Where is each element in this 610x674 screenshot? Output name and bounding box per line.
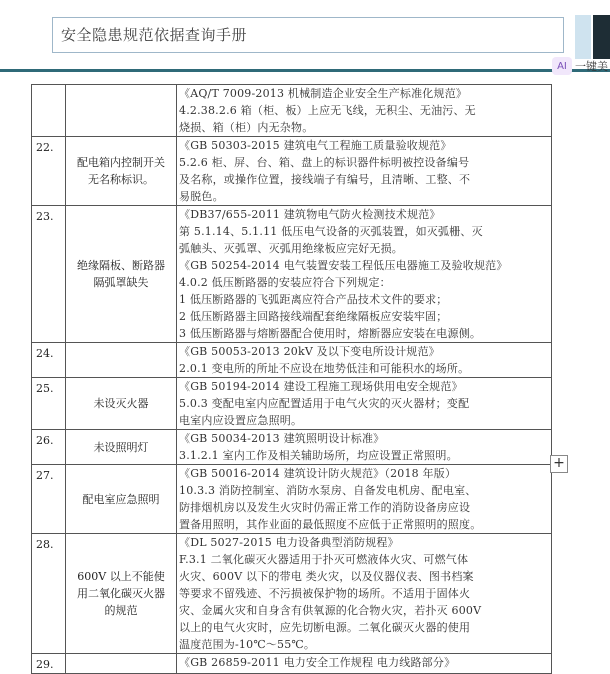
regulation-line: 4.0.2 低压断路器的安装应符合下列规定： bbox=[179, 276, 391, 289]
regulation-line: 《AQ/T 7009-2013 机械制造企业安全生产标准化规范》 bbox=[179, 87, 468, 100]
row-number bbox=[32, 378, 66, 430]
regulation-line: 温度范围为-10℃～55℃。 bbox=[179, 638, 316, 651]
row-number bbox=[32, 206, 66, 343]
table-row bbox=[32, 85, 552, 137]
row-number bbox=[32, 430, 66, 465]
regulation-line: 2 低压断路器主回路接线端配套绝缘隔板应安装牢固； bbox=[179, 310, 448, 323]
row-number bbox=[32, 465, 66, 534]
row-number bbox=[32, 137, 66, 206]
regulation-line: 灾、金属火灾和自身含有供氧源的化合物火灾，若扑灭 600V bbox=[179, 604, 482, 617]
ai-beautify-button[interactable]: 一键美 bbox=[575, 60, 608, 73]
regulation-line: 5.2.6 柜、屏、台、箱、盘上的标识器件标明被控设备编号 bbox=[179, 156, 470, 169]
row-number-text: 26. bbox=[36, 434, 54, 447]
row-number bbox=[32, 654, 66, 674]
regulation-line: 2.0.1 变电所的所址不应设在地势低洼和可能积水的场所。 bbox=[179, 362, 470, 375]
row-number-text: 23. bbox=[36, 210, 54, 223]
table-row bbox=[32, 534, 552, 654]
ai-icon[interactable]: AI bbox=[552, 57, 572, 75]
row-number-text: 24. bbox=[36, 347, 54, 360]
regulation-text bbox=[177, 465, 552, 534]
row-number-text: 27. bbox=[36, 469, 54, 482]
app-header bbox=[0, 0, 610, 70]
regulation-line: 等要求不留残迹、不污损被保护物的场所。不适用于固体火 bbox=[179, 587, 471, 600]
regulation-line: 4.2.38.2.6 箱（柜、板）上应无飞线，无积尘、无油污、无 bbox=[179, 104, 476, 117]
document-title-box bbox=[52, 17, 564, 53]
table-row bbox=[32, 430, 552, 465]
regulation-line: 置备用照明，其作业面的最低照度不应低于正常照明的照度。 bbox=[179, 518, 482, 531]
regulation-line: 火灾、600V 以下的带电 类火灾，以及仪器仪表、图书档案 bbox=[179, 570, 474, 583]
regulation-line: 《DB37/655-2011 建筑物电气防火检测技术规范》 bbox=[179, 208, 441, 221]
regulation-line: 《GB 50194-2014 建设工程施工现场供用电安全规范》 bbox=[179, 380, 463, 393]
document-title: 安全隐患规范依据查询手册 bbox=[61, 26, 248, 44]
regulation-line: 易脱色。 bbox=[179, 190, 224, 203]
regulation-text bbox=[177, 534, 552, 654]
regulation-text bbox=[177, 343, 552, 378]
add-icon[interactable]: + bbox=[550, 455, 568, 473]
regulation-line: 《GB 50034-2013 建筑照明设计标准》 bbox=[179, 432, 385, 445]
regulation-table bbox=[31, 84, 552, 674]
regulation-line: 第 5.1.14、5.1.11 低压电气设备的灭弧装置，如灭弧栅、灭 bbox=[179, 225, 483, 238]
regulation-line: 3.1.2.1 室内工作及相关辅助场所，均应设置正常照明。 bbox=[179, 449, 458, 462]
regulation-line: 以上的电气火灾时，应先切断电源。二氧化碳灭火器的使用 bbox=[179, 621, 471, 634]
regulation-line: 《GB 50053-2013 20kV 及以下变电所设计规范》 bbox=[179, 345, 440, 358]
regulation-line: 3 低压断路器与熔断器配合使用时，熔断器应安装在电源侧。 bbox=[179, 327, 482, 340]
regulation-line: 《GB 50016-2014 建筑设计防火规范》（2018 年版） bbox=[179, 467, 457, 480]
hazard-name bbox=[66, 343, 177, 378]
header-divider bbox=[0, 69, 610, 72]
regulation-text bbox=[177, 430, 552, 465]
row-number-text: 25. bbox=[36, 382, 54, 395]
hazard-name: 绝缘隔板、断路器隔弧罩缺失 bbox=[66, 206, 177, 343]
table-row bbox=[32, 343, 552, 378]
regulation-text bbox=[177, 654, 552, 674]
regulation-line: 及名称，或操作位置，接线端子有编号，且清晰、工整、不 bbox=[179, 173, 471, 186]
regulation-text bbox=[177, 85, 552, 137]
table-row bbox=[32, 654, 552, 674]
table-row bbox=[32, 206, 552, 343]
regulation-text bbox=[177, 137, 552, 206]
regulation-text bbox=[177, 378, 552, 430]
side-panel-edge bbox=[575, 15, 591, 59]
dark-panel-edge bbox=[593, 15, 610, 59]
regulation-line: 5.0.3 变配电室内应配置适用于电气火灾的灭火器材；变配 bbox=[179, 397, 470, 410]
regulation-line: 电室内应设置应急照明。 bbox=[179, 414, 303, 427]
regulation-line: 烧损、箱（柜）内无杂物。 bbox=[179, 121, 314, 134]
row-number bbox=[32, 343, 66, 378]
regulation-line: F.3.1 二氧化碳灭火器适用于扑灭可燃液体火灾、可燃气体 bbox=[179, 553, 469, 566]
regulation-line: 弧触头、灭弧罩、灭弧用绝缘板应完好无损。 bbox=[179, 242, 403, 255]
hazard-name bbox=[66, 654, 177, 674]
hazard-name bbox=[66, 85, 177, 137]
row-number-text bbox=[36, 85, 63, 87]
table-row bbox=[32, 137, 552, 206]
row-number bbox=[32, 85, 66, 137]
regulation-line: 防排烟机房以及发生火灾时仍需正常工作的消防设备房应设 bbox=[179, 501, 471, 514]
regulation-text bbox=[177, 206, 552, 343]
row-number-text: 28. bbox=[36, 538, 54, 551]
hazard-name: 配电室应急照明 bbox=[66, 465, 177, 534]
hazard-name: 600V 以上不能使用二氧化碳灭火器的规范 bbox=[66, 534, 177, 654]
row-number-text: 22. bbox=[36, 141, 54, 154]
hazard-name: 未设灭火器 bbox=[66, 378, 177, 430]
hazard-name: 配电箱内控制开关无名称标识。 bbox=[66, 137, 177, 206]
table-row bbox=[32, 465, 552, 534]
regulation-line: 《GB 50254-2014 电气装置安装工程低压电器施工及验收规范》 bbox=[179, 259, 508, 272]
hazard-name: 未设照明灯 bbox=[66, 430, 177, 465]
regulation-line: 《DL 5027-2015 电力设备典型消防规程》 bbox=[179, 536, 399, 549]
row-number bbox=[32, 534, 66, 654]
regulation-line: 10.3.3 消防控制室、消防水泵房、自备发电机房、配电室、 bbox=[179, 484, 477, 497]
regulation-line: 1 低压断路器的飞弧距离应符合产品技术文件的要求； bbox=[179, 293, 448, 306]
table-row bbox=[32, 378, 552, 430]
regulation-line: 《GB 50303-2015 建筑电气工程施工质量验收规范》 bbox=[179, 139, 452, 152]
row-number-text: 29. bbox=[36, 658, 54, 671]
regulation-line: 《GB 26859-2011 电力安全工作规程 电力线路部分》 bbox=[179, 656, 456, 669]
